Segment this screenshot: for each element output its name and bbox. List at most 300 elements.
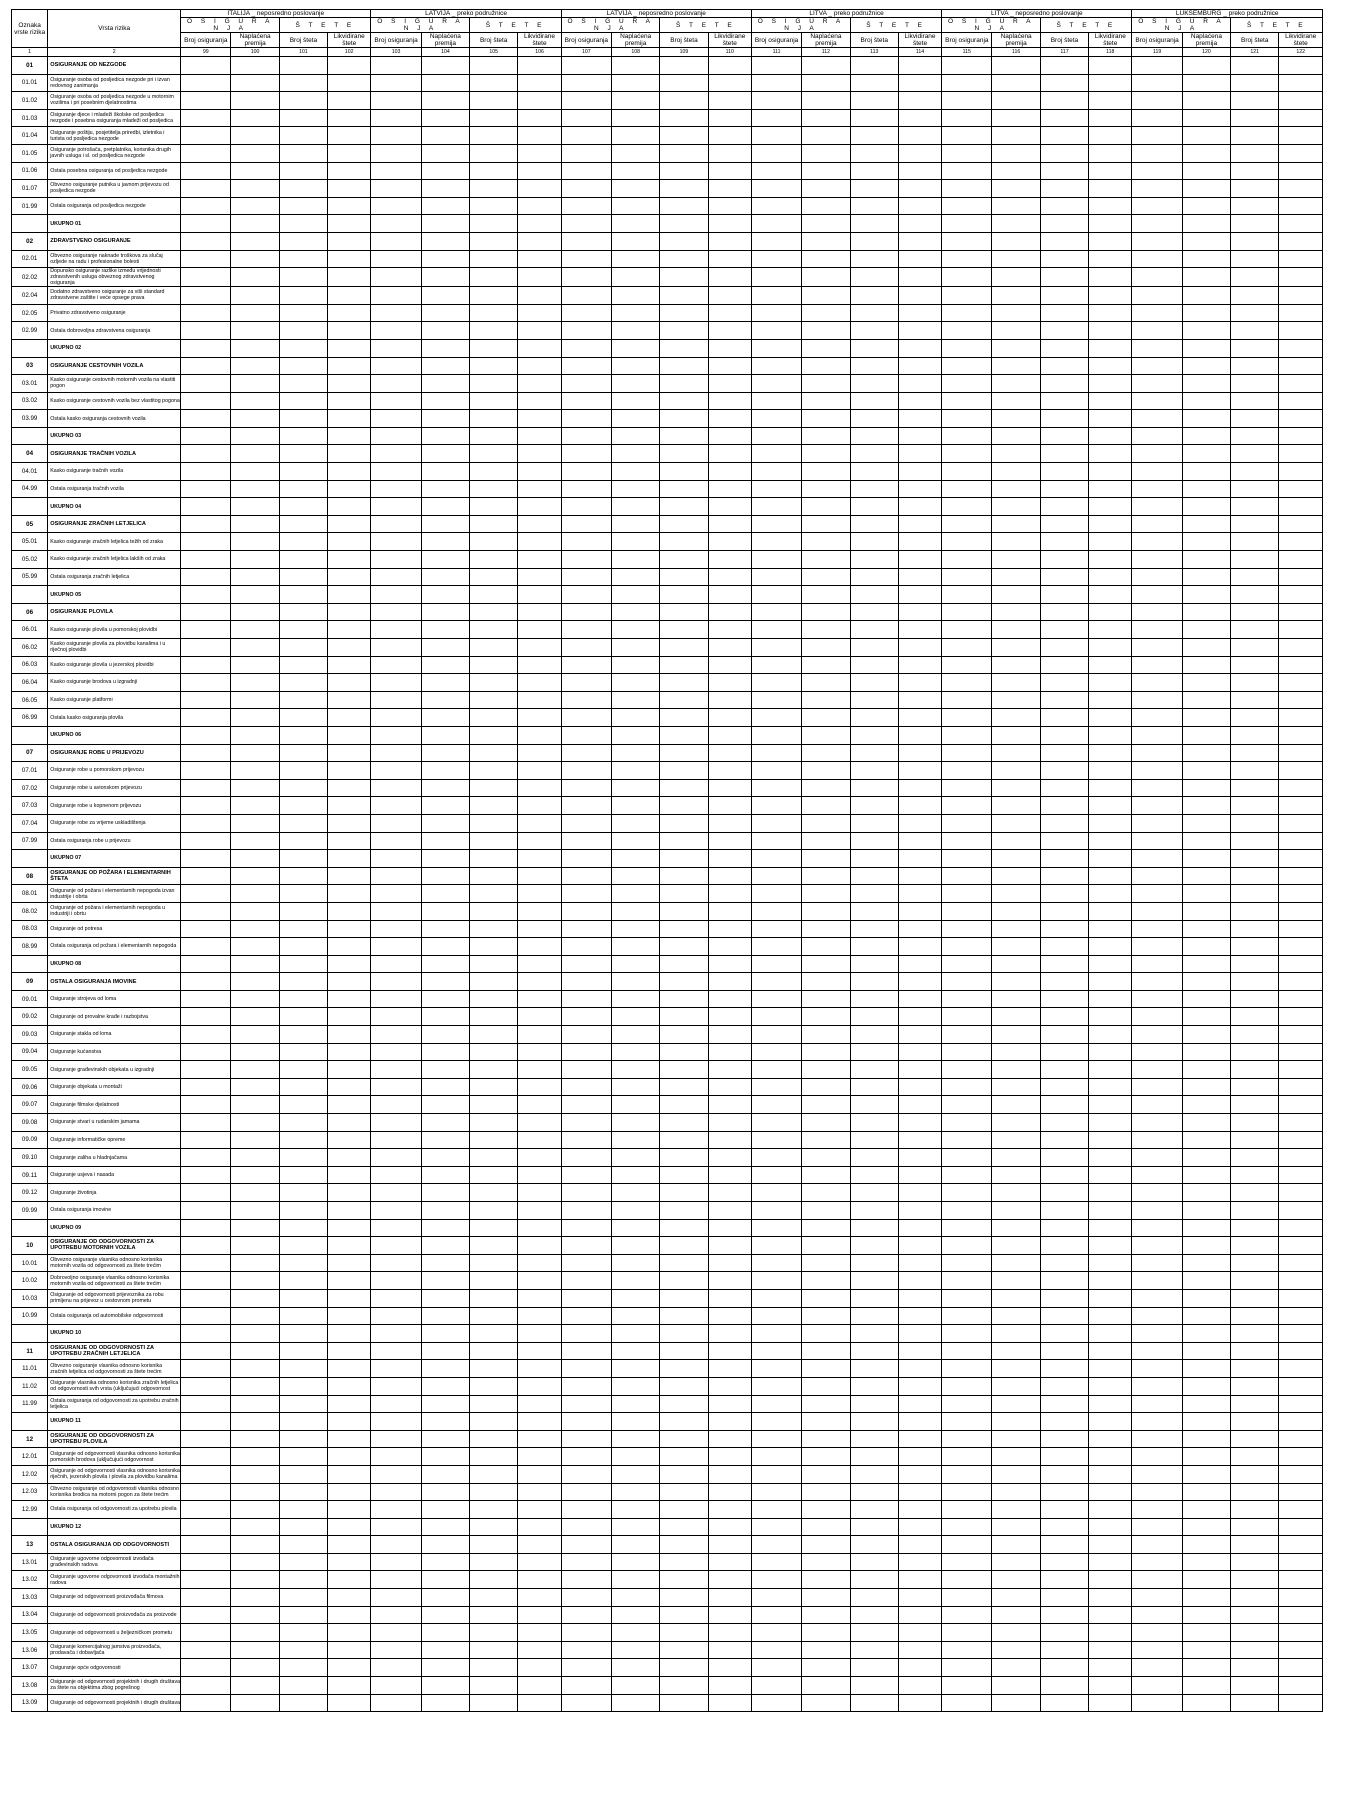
value-cell[interactable] [942, 902, 992, 920]
value-cell[interactable] [1279, 1008, 1323, 1026]
value-cell[interactable] [1182, 515, 1230, 533]
value-cell[interactable] [181, 498, 231, 516]
value-cell[interactable] [328, 1219, 371, 1237]
value-cell[interactable] [279, 674, 327, 692]
value-cell[interactable] [898, 726, 941, 744]
value-cell[interactable] [328, 1078, 371, 1096]
value-cell[interactable] [898, 1149, 941, 1167]
value-cell[interactable] [751, 867, 801, 885]
value-cell[interactable] [421, 973, 469, 991]
value-cell[interactable] [802, 339, 850, 357]
value-cell[interactable] [518, 1501, 561, 1519]
value-cell[interactable] [751, 938, 801, 956]
value-cell[interactable] [231, 445, 279, 463]
value-cell[interactable] [1040, 1395, 1088, 1413]
value-cell[interactable] [1040, 232, 1088, 250]
value-cell[interactable] [992, 1043, 1040, 1061]
value-cell[interactable] [612, 268, 660, 287]
value-cell[interactable] [181, 779, 231, 797]
value-cell[interactable] [181, 1219, 231, 1237]
value-cell[interactable] [470, 691, 518, 709]
value-cell[interactable] [421, 1483, 469, 1501]
value-cell[interactable] [561, 232, 611, 250]
value-cell[interactable] [1279, 691, 1323, 709]
value-cell[interactable] [751, 109, 801, 127]
value-cell[interactable] [850, 1694, 898, 1712]
value-cell[interactable] [470, 427, 518, 445]
value-cell[interactable] [231, 1149, 279, 1167]
value-cell[interactable] [751, 1184, 801, 1202]
value-cell[interactable] [1182, 410, 1230, 428]
value-cell[interactable] [751, 621, 801, 639]
value-cell[interactable] [751, 814, 801, 832]
value-cell[interactable] [1040, 427, 1088, 445]
value-cell[interactable] [279, 1237, 327, 1255]
value-cell[interactable] [802, 1553, 850, 1571]
value-cell[interactable] [942, 533, 992, 551]
value-cell[interactable] [1040, 1624, 1088, 1642]
value-cell[interactable] [850, 1465, 898, 1483]
value-cell[interactable] [421, 1325, 469, 1343]
value-cell[interactable] [992, 1518, 1040, 1536]
value-cell[interactable] [1089, 1641, 1132, 1659]
value-cell[interactable] [1089, 920, 1132, 938]
value-cell[interactable] [751, 1026, 801, 1044]
value-cell[interactable] [371, 1571, 421, 1589]
value-cell[interactable] [708, 1043, 751, 1061]
value-cell[interactable] [328, 1272, 371, 1290]
value-cell[interactable] [1279, 127, 1323, 145]
value-cell[interactable] [1040, 463, 1088, 481]
value-cell[interactable] [751, 639, 801, 657]
value-cell[interactable] [421, 1360, 469, 1378]
value-cell[interactable] [660, 410, 708, 428]
value-cell[interactable] [942, 1043, 992, 1061]
value-cell[interactable] [279, 1043, 327, 1061]
value-cell[interactable] [421, 339, 469, 357]
value-cell[interactable] [1231, 287, 1279, 305]
value-cell[interactable] [1040, 621, 1088, 639]
value-cell[interactable] [181, 304, 231, 322]
value-cell[interactable] [279, 586, 327, 604]
value-cell[interactable] [470, 674, 518, 692]
value-cell[interactable] [1182, 797, 1230, 815]
value-cell[interactable] [1182, 1553, 1230, 1571]
value-cell[interactable] [279, 1483, 327, 1501]
value-cell[interactable] [328, 1184, 371, 1202]
value-cell[interactable] [181, 1166, 231, 1184]
value-cell[interactable] [802, 375, 850, 393]
value-cell[interactable] [612, 568, 660, 586]
value-cell[interactable] [992, 1694, 1040, 1712]
value-cell[interactable] [421, 1149, 469, 1167]
value-cell[interactable] [751, 445, 801, 463]
value-cell[interactable] [470, 1114, 518, 1132]
value-cell[interactable] [561, 1360, 611, 1378]
value-cell[interactable] [660, 357, 708, 375]
value-cell[interactable] [1231, 445, 1279, 463]
value-cell[interactable] [470, 1078, 518, 1096]
value-cell[interactable] [942, 287, 992, 305]
value-cell[interactable] [1231, 674, 1279, 692]
value-cell[interactable] [708, 1518, 751, 1536]
value-cell[interactable] [1132, 1589, 1182, 1607]
value-cell[interactable] [470, 656, 518, 674]
value-cell[interactable] [421, 1571, 469, 1589]
value-cell[interactable] [1279, 568, 1323, 586]
value-cell[interactable] [1231, 57, 1279, 75]
value-cell[interactable] [942, 1448, 992, 1466]
value-cell[interactable] [421, 920, 469, 938]
value-cell[interactable] [942, 1518, 992, 1536]
value-cell[interactable] [181, 832, 231, 850]
value-cell[interactable] [660, 1553, 708, 1571]
value-cell[interactable] [1089, 215, 1132, 233]
value-cell[interactable] [561, 814, 611, 832]
value-cell[interactable] [850, 973, 898, 991]
value-cell[interactable] [898, 586, 941, 604]
value-cell[interactable] [708, 162, 751, 180]
value-cell[interactable] [181, 127, 231, 145]
value-cell[interactable] [992, 1061, 1040, 1079]
value-cell[interactable] [371, 1219, 421, 1237]
value-cell[interactable] [181, 656, 231, 674]
value-cell[interactable] [1231, 392, 1279, 410]
value-cell[interactable] [802, 1008, 850, 1026]
value-cell[interactable] [328, 709, 371, 727]
value-cell[interactable] [612, 197, 660, 215]
value-cell[interactable] [279, 1677, 327, 1695]
value-cell[interactable] [1182, 938, 1230, 956]
value-cell[interactable] [181, 990, 231, 1008]
value-cell[interactable] [328, 744, 371, 762]
value-cell[interactable] [279, 832, 327, 850]
value-cell[interactable] [231, 57, 279, 75]
value-cell[interactable] [751, 832, 801, 850]
value-cell[interactable] [850, 250, 898, 268]
value-cell[interactable] [1279, 1677, 1323, 1695]
value-cell[interactable] [1040, 656, 1088, 674]
value-cell[interactable] [751, 498, 801, 516]
value-cell[interactable] [612, 1413, 660, 1431]
value-cell[interactable] [850, 92, 898, 110]
value-cell[interactable] [850, 427, 898, 445]
value-cell[interactable] [1132, 1061, 1182, 1079]
value-cell[interactable] [1279, 1483, 1323, 1501]
value-cell[interactable] [1040, 322, 1088, 340]
value-cell[interactable] [371, 603, 421, 621]
value-cell[interactable] [612, 1606, 660, 1624]
value-cell[interactable] [470, 1219, 518, 1237]
value-cell[interactable] [850, 287, 898, 305]
value-cell[interactable] [1040, 1307, 1088, 1325]
value-cell[interactable] [898, 1448, 941, 1466]
value-cell[interactable] [992, 57, 1040, 75]
value-cell[interactable] [1132, 1166, 1182, 1184]
value-cell[interactable] [751, 287, 801, 305]
value-cell[interactable] [1040, 691, 1088, 709]
value-cell[interactable] [371, 533, 421, 551]
value-cell[interactable] [279, 1131, 327, 1149]
value-cell[interactable] [1089, 726, 1132, 744]
value-cell[interactable] [328, 1624, 371, 1642]
value-cell[interactable] [1279, 1061, 1323, 1079]
value-cell[interactable] [1182, 375, 1230, 393]
value-cell[interactable] [470, 410, 518, 428]
value-cell[interactable] [898, 498, 941, 516]
value-cell[interactable] [942, 1078, 992, 1096]
value-cell[interactable] [279, 920, 327, 938]
value-cell[interactable] [898, 127, 941, 145]
value-cell[interactable] [371, 287, 421, 305]
value-cell[interactable] [751, 144, 801, 162]
value-cell[interactable] [421, 1026, 469, 1044]
value-cell[interactable] [942, 832, 992, 850]
value-cell[interactable] [1279, 1202, 1323, 1220]
value-cell[interactable] [181, 322, 231, 340]
value-cell[interactable] [898, 551, 941, 569]
value-cell[interactable] [328, 1553, 371, 1571]
value-cell[interactable] [328, 797, 371, 815]
value-cell[interactable] [751, 1219, 801, 1237]
value-cell[interactable] [992, 867, 1040, 885]
value-cell[interactable] [279, 215, 327, 233]
value-cell[interactable] [660, 533, 708, 551]
value-cell[interactable] [708, 832, 751, 850]
value-cell[interactable] [942, 726, 992, 744]
value-cell[interactable] [371, 498, 421, 516]
value-cell[interactable] [992, 480, 1040, 498]
value-cell[interactable] [181, 1342, 231, 1360]
value-cell[interactable] [992, 1131, 1040, 1149]
value-cell[interactable] [660, 1219, 708, 1237]
value-cell[interactable] [231, 1272, 279, 1290]
value-cell[interactable] [1132, 551, 1182, 569]
value-cell[interactable] [470, 938, 518, 956]
value-cell[interactable] [518, 1448, 561, 1466]
value-cell[interactable] [181, 1465, 231, 1483]
value-cell[interactable] [612, 445, 660, 463]
value-cell[interactable] [1279, 232, 1323, 250]
value-cell[interactable] [612, 427, 660, 445]
value-cell[interactable] [898, 1641, 941, 1659]
value-cell[interactable] [898, 1694, 941, 1712]
value-cell[interactable] [1231, 1184, 1279, 1202]
value-cell[interactable] [660, 250, 708, 268]
value-cell[interactable] [708, 250, 751, 268]
value-cell[interactable] [279, 1307, 327, 1325]
value-cell[interactable] [1231, 1061, 1279, 1079]
value-cell[interactable] [992, 1659, 1040, 1677]
value-cell[interactable] [279, 1377, 327, 1395]
value-cell[interactable] [1182, 1307, 1230, 1325]
value-cell[interactable] [660, 990, 708, 1008]
value-cell[interactable] [518, 1465, 561, 1483]
value-cell[interactable] [231, 268, 279, 287]
value-cell[interactable] [942, 392, 992, 410]
value-cell[interactable] [660, 814, 708, 832]
value-cell[interactable] [1182, 814, 1230, 832]
value-cell[interactable] [898, 232, 941, 250]
value-cell[interactable] [1132, 463, 1182, 481]
value-cell[interactable] [421, 1237, 469, 1255]
value-cell[interactable] [561, 1184, 611, 1202]
value-cell[interactable] [612, 1465, 660, 1483]
value-cell[interactable] [992, 744, 1040, 762]
value-cell[interactable] [898, 1202, 941, 1220]
value-cell[interactable] [942, 691, 992, 709]
value-cell[interactable] [850, 1518, 898, 1536]
value-cell[interactable] [708, 304, 751, 322]
value-cell[interactable] [708, 180, 751, 198]
value-cell[interactable] [1040, 1518, 1088, 1536]
value-cell[interactable] [660, 1026, 708, 1044]
value-cell[interactable] [279, 779, 327, 797]
value-cell[interactable] [328, 92, 371, 110]
value-cell[interactable] [421, 1413, 469, 1431]
value-cell[interactable] [992, 375, 1040, 393]
value-cell[interactable] [612, 586, 660, 604]
value-cell[interactable] [279, 1289, 327, 1307]
value-cell[interactable] [1182, 674, 1230, 692]
value-cell[interactable] [898, 1501, 941, 1519]
value-cell[interactable] [751, 1325, 801, 1343]
value-cell[interactable] [898, 955, 941, 973]
value-cell[interactable] [1040, 1289, 1088, 1307]
value-cell[interactable] [470, 1553, 518, 1571]
value-cell[interactable] [181, 1289, 231, 1307]
value-cell[interactable] [802, 197, 850, 215]
value-cell[interactable] [1089, 1518, 1132, 1536]
value-cell[interactable] [1231, 938, 1279, 956]
value-cell[interactable] [612, 480, 660, 498]
value-cell[interactable] [1132, 867, 1182, 885]
value-cell[interactable] [942, 74, 992, 92]
value-cell[interactable] [1182, 1659, 1230, 1677]
value-cell[interactable] [751, 1202, 801, 1220]
value-cell[interactable] [518, 797, 561, 815]
value-cell[interactable] [1279, 57, 1323, 75]
value-cell[interactable] [802, 322, 850, 340]
value-cell[interactable] [992, 498, 1040, 516]
value-cell[interactable] [751, 57, 801, 75]
value-cell[interactable] [751, 1043, 801, 1061]
value-cell[interactable] [1040, 1659, 1088, 1677]
value-cell[interactable] [942, 232, 992, 250]
value-cell[interactable] [1132, 1043, 1182, 1061]
value-cell[interactable] [612, 1184, 660, 1202]
value-cell[interactable] [612, 973, 660, 991]
value-cell[interactable] [470, 867, 518, 885]
value-cell[interactable] [328, 109, 371, 127]
value-cell[interactable] [850, 797, 898, 815]
value-cell[interactable] [612, 1641, 660, 1659]
value-cell[interactable] [751, 92, 801, 110]
value-cell[interactable] [1182, 287, 1230, 305]
value-cell[interactable] [470, 463, 518, 481]
value-cell[interactable] [612, 551, 660, 569]
value-cell[interactable] [1231, 1589, 1279, 1607]
value-cell[interactable] [421, 250, 469, 268]
value-cell[interactable] [1040, 744, 1088, 762]
value-cell[interactable] [1132, 197, 1182, 215]
value-cell[interactable] [371, 990, 421, 1008]
value-cell[interactable] [942, 480, 992, 498]
value-cell[interactable] [181, 1237, 231, 1255]
value-cell[interactable] [1182, 1465, 1230, 1483]
value-cell[interactable] [898, 1061, 941, 1079]
value-cell[interactable] [470, 1483, 518, 1501]
value-cell[interactable] [992, 427, 1040, 445]
value-cell[interactable] [1132, 973, 1182, 991]
value-cell[interactable] [231, 1483, 279, 1501]
value-cell[interactable] [328, 268, 371, 287]
value-cell[interactable] [470, 197, 518, 215]
value-cell[interactable] [1231, 180, 1279, 198]
value-cell[interactable] [561, 603, 611, 621]
value-cell[interactable] [708, 1465, 751, 1483]
value-cell[interactable] [612, 109, 660, 127]
value-cell[interactable] [181, 215, 231, 233]
value-cell[interactable] [898, 1377, 941, 1395]
value-cell[interactable] [942, 1325, 992, 1343]
value-cell[interactable] [850, 197, 898, 215]
value-cell[interactable] [942, 1008, 992, 1026]
value-cell[interactable] [561, 1008, 611, 1026]
value-cell[interactable] [1182, 339, 1230, 357]
value-cell[interactable] [802, 691, 850, 709]
value-cell[interactable] [518, 832, 561, 850]
value-cell[interactable] [992, 232, 1040, 250]
value-cell[interactable] [231, 1114, 279, 1132]
value-cell[interactable] [470, 1589, 518, 1607]
value-cell[interactable] [470, 304, 518, 322]
value-cell[interactable] [1279, 1237, 1323, 1255]
value-cell[interactable] [802, 568, 850, 586]
value-cell[interactable] [1279, 250, 1323, 268]
value-cell[interactable] [231, 797, 279, 815]
value-cell[interactable] [231, 1219, 279, 1237]
value-cell[interactable] [1182, 639, 1230, 657]
value-cell[interactable] [751, 1377, 801, 1395]
value-cell[interactable] [802, 990, 850, 1008]
value-cell[interactable] [279, 1219, 327, 1237]
value-cell[interactable] [850, 304, 898, 322]
value-cell[interactable] [470, 144, 518, 162]
value-cell[interactable] [992, 973, 1040, 991]
value-cell[interactable] [371, 709, 421, 727]
value-cell[interactable] [561, 144, 611, 162]
value-cell[interactable] [231, 463, 279, 481]
value-cell[interactable] [421, 691, 469, 709]
value-cell[interactable] [992, 162, 1040, 180]
value-cell[interactable] [1040, 109, 1088, 127]
value-cell[interactable] [708, 232, 751, 250]
value-cell[interactable] [1132, 1272, 1182, 1290]
value-cell[interactable] [1279, 162, 1323, 180]
value-cell[interactable] [898, 1237, 941, 1255]
value-cell[interactable] [279, 1026, 327, 1044]
value-cell[interactable] [470, 832, 518, 850]
value-cell[interactable] [1089, 551, 1132, 569]
value-cell[interactable] [850, 1430, 898, 1448]
value-cell[interactable] [371, 109, 421, 127]
value-cell[interactable] [1089, 1078, 1132, 1096]
value-cell[interactable] [802, 1114, 850, 1132]
value-cell[interactable] [898, 1624, 941, 1642]
value-cell[interactable] [181, 762, 231, 780]
value-cell[interactable] [561, 1254, 611, 1272]
